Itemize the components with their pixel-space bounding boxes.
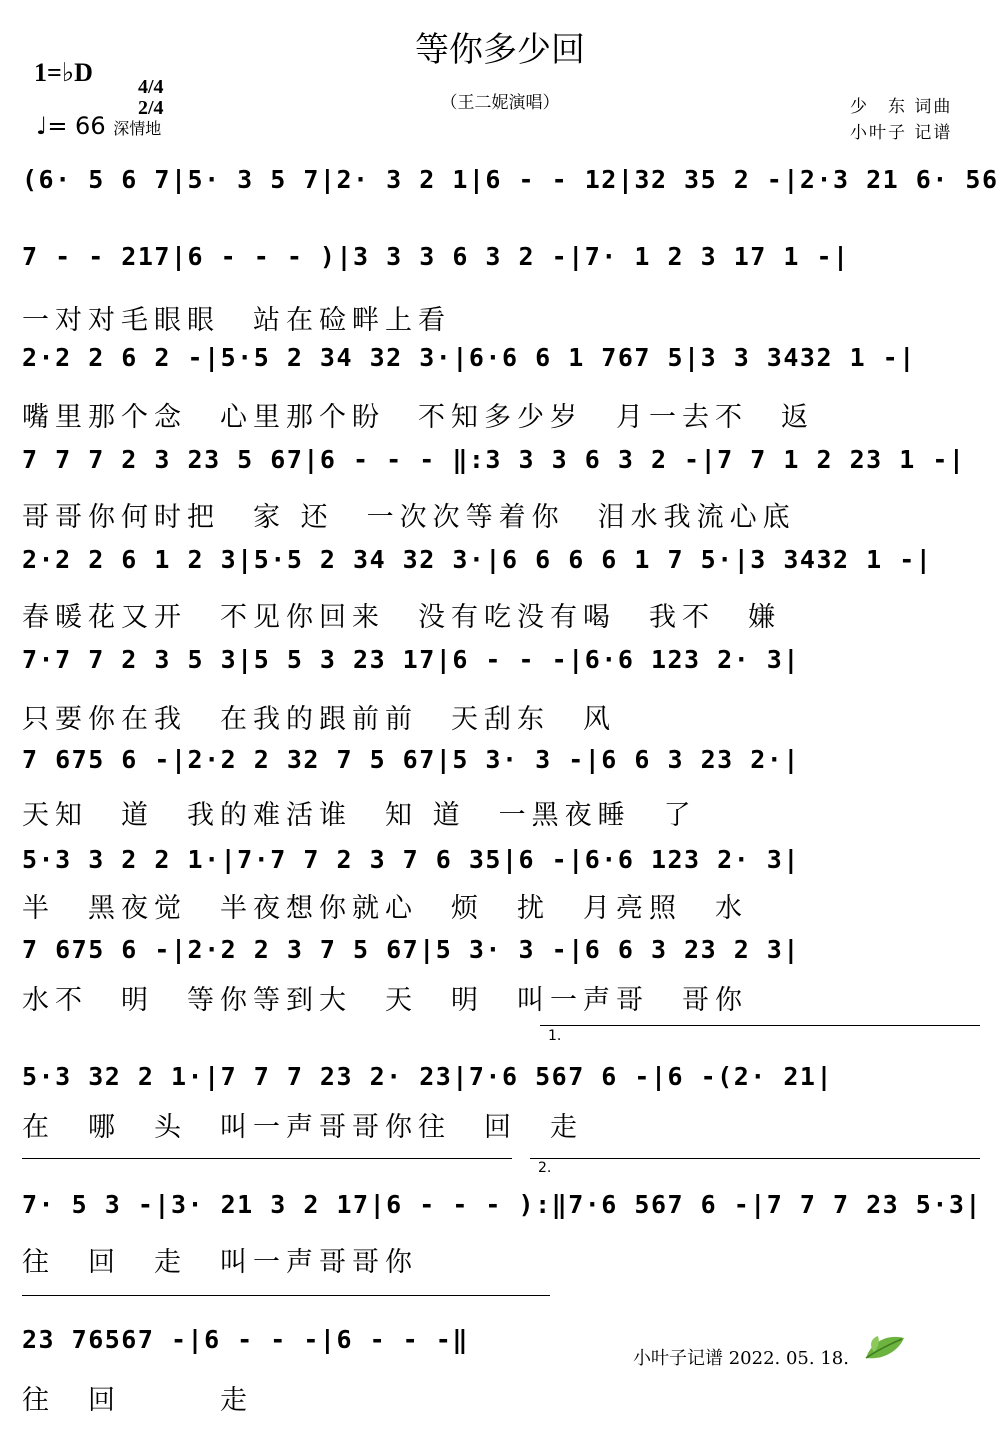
notation-line: 2·2 2 6 2 -|5·5 2 34 32 3·|6·6 6 1 767 5|3 3 3432 1 -| xyxy=(22,343,916,372)
performer-subtitle: （王二妮演唱） xyxy=(440,93,560,113)
second-ending-bracket-continued xyxy=(22,1295,550,1296)
lyric-line: 在 哪 头 叫一声哥哥你往 回 走 xyxy=(22,1112,583,1143)
notation-line: 2·2 2 6 1 2 3|5·5 2 34 32 3·|6 6 6 6 1 7 5·|3 3432 1 -| xyxy=(22,545,933,574)
lyric-line: 往 回 走 叫一声哥哥你 xyxy=(22,1247,418,1278)
notation-line: 7·7 7 2 3 5 3|5 5 3 23 17|6 - - -|6·6 123 2· 3| xyxy=(22,645,800,674)
second-ending-bracket xyxy=(530,1158,980,1159)
lyric-line: 半 黑夜觉 半夜想你就心 烦 扰 月亮照 水 xyxy=(22,893,748,924)
first-ending-bracket xyxy=(540,1025,980,1026)
lyric-line: 哥哥你何时把 家 还 一次次等着你 泪水我流心底 xyxy=(22,502,796,533)
meter-secondary: 2/4 xyxy=(138,97,164,119)
lyricist-composer: 少 东 词曲 xyxy=(850,97,953,117)
green-leaf-icon xyxy=(862,1332,908,1362)
notation-line: 23 76567 -|6 - - -|6 - - -‖ xyxy=(22,1325,469,1354)
notation-line: 7· 5 3 -|3· 21 3 2 17|6 - - - ):‖7·6 567 6 -|7 7 7 23 5·3| xyxy=(22,1190,982,1219)
first-ending-mark: 1. xyxy=(548,1028,562,1044)
lyric-line: 春暖花又开 不见你回来 没有吃没有喝 我不 嫌 xyxy=(22,602,781,633)
expression-mark: 深情地 xyxy=(113,119,162,138)
transcriber: 小叶子 记谱 xyxy=(850,123,953,143)
transcriber-signature: 小叶子记谱 2022. 05. 18. xyxy=(633,1348,849,1369)
notation-line: 7 675 6 -|2·2 2 32 7 5 67|5 3· 3 -|6 6 3 23 2·| xyxy=(22,745,800,774)
notation-line: 7 675 6 -|2·2 2 3 7 5 67|5 3· 3 -|6 6 3 23 2 3| xyxy=(22,935,800,964)
lyric-line: 天知 道 我的难活谁 知 道 一黑夜睡 了 xyxy=(22,800,697,831)
tempo-marking xyxy=(36,112,161,140)
song-title: 等你多少回 xyxy=(415,30,585,70)
lyric-line: 往 回 走 xyxy=(22,1385,253,1416)
key-signature: 1=♭D xyxy=(34,58,93,87)
tempo-value: ♩= 66 xyxy=(36,112,106,140)
notation-line: 5·3 32 2 1·|7 7 7 23 2· 23|7·6 567 6 -|6 -(2· 21| xyxy=(22,1062,834,1091)
notation-line: (6· 5 6 7|5· 3 5 7|2· 3 2 1|6 - - 12|32 35 2 -|2·3 21 6· 56 xyxy=(22,165,999,194)
first-ending-bracket-continued xyxy=(22,1158,512,1159)
notation-line: 7 7 7 2 3 23 5 67|6 - - - ‖:3 3 3 6 3 2 -|7 7 1 2 23 1 -| xyxy=(22,445,966,474)
second-ending-mark: 2. xyxy=(538,1160,552,1176)
time-signature xyxy=(128,56,164,119)
notation-line: 5·3 3 2 2 1·|7·7 7 2 3 7 6 35|6 -|6·6 123 2· 3| xyxy=(22,845,800,874)
lyric-line: 只要你在我 在我的跟前前 天刮东 风 xyxy=(22,704,616,735)
meter-primary: 4/4 xyxy=(138,76,164,98)
notation-line: 7 - - 217|6 - - - )|3 3 3 6 3 2 -|7· 1 2 3 17 1 -| xyxy=(22,242,850,271)
lyric-line: 一对对毛眼眼 站在硷畔上看 xyxy=(22,305,451,336)
lyric-line: 嘴里那个念 心里那个盼 不知多少岁 月一去不 返 xyxy=(22,402,814,433)
lyric-line: 水不 明 等你等到大 天 明 叫一声哥 哥你 xyxy=(22,985,748,1016)
